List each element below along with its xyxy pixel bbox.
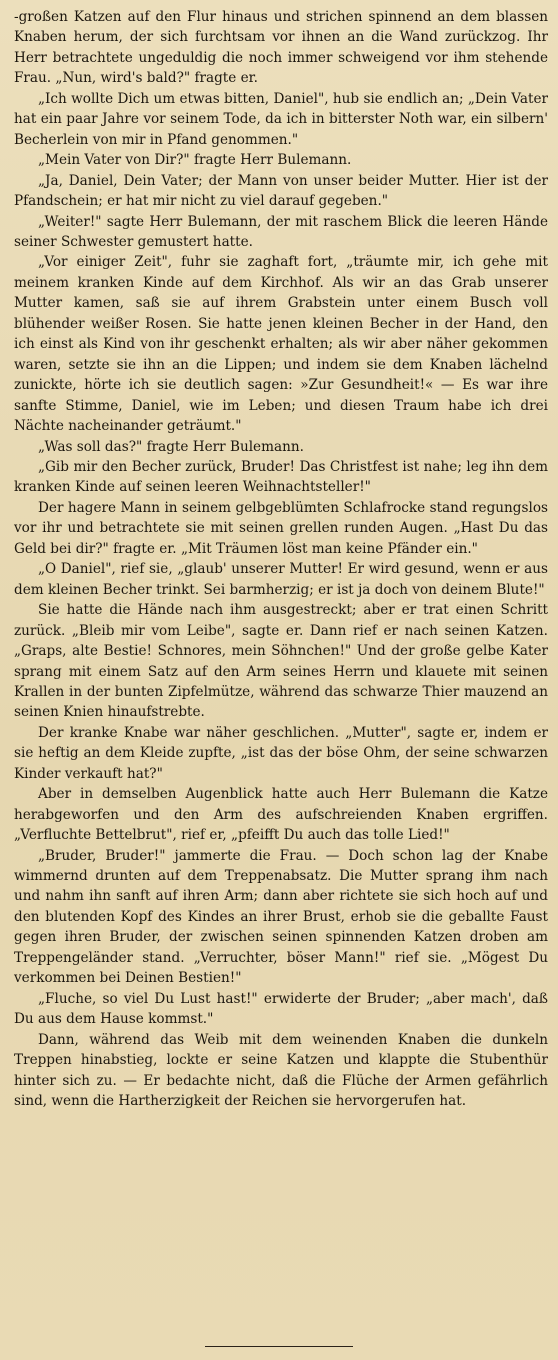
paragraph: „Was soll das?" fragte Herr Bulemann. [38,438,304,455]
paragraph: „Bruder, Bruder!" jammerte die Frau. — Doch schon lag der Knabe wimmernd drunten auf dem Treppenabsatz. Die Mutter sprang ihm nach und nahm ihn sanft auf ihren Arm; dann aber richtete sie sich hoch auf und den blutenden Kopf des Kindes an ihrer Brust, erhob sie die geballte Faust gegen ihren Bruder, der zwischen seinen spinnenden Katzen droben am Treppengeländer stand. „Verruchter, böser Mann!" rief sie. „Mögest Du verkommen bei Deinen Bestien!" [14,847,548,987]
paragraph: „Ja, Daniel, Dein Vater; der Mann von unser beider Mutter. Hier ist der Pfandschein; er hat mir nicht zu viel darauf gegeben." [14,172,548,210]
paragraph: „Vor einiger Zeit", fuhr sie zaghaft fort, „träumte mir, ich gehe mit meinem kranken Kinde auf dem Kirchhof. Als wir an das Grab unserer Mutter kamen, saß sie auf ihrem Grabstein unter einem Busch voll blühender weißer Rosen. Sie hatte jenen kleinen Becher in der Hand, den ich einst als Kind von ihr geschenkt erhalten; als wir aber näher gekommen waren, setzte sie ihn an die Lippen; und indem sie dem Knaben lächelnd zunickte, hörte ich sie deutlich sagen: »Zur Gesundheit!« — Es war ihre sanfte Stimme, Daniel, wie im Leben; und diesen Traum habe ich drei Nächte nacheinander geträumt." [14,254,548,435]
paragraph: Sie hatte die Hände nach ihm ausgestreckt; aber er trat einen Schritt zurück. „Bleib mir vom Leibe", sagte er. Dann rief er nach seinen Katzen. „Graps, alte Bestie! Schnores, mein Söhnchen!" Und der große gelbe Kater sprang mit einem Satz auf den Arm seines Herrn und klauete mit seinen Krallen in der bunten Zipfelmütze, während das schwarze Thier mauzend an seinen Knien hinaufstrebte. [14,602,548,721]
paragraph: Dann, während das Weib mit dem weinenden Knaben die dunkeln Treppen hinabstieg, lockte er seine Katzen und klappte die Stubenthür hinter sich zu. — Er bedachte nicht, daß die Flüche der Armen gefährlich sind, wenn die Hartherzigkeit der Reichen sie hervorgerufen hat. [14,1031,548,1110]
paragraph: „Mein Vater von Dir?" fragte Herr Bulemann. [38,152,352,169]
paragraph: Der kranke Knabe war näher geschlichen. „Mutter", sagte er, indem er sie heftig an dem Kleide zupfte, „ist das der böse Ohm, der seine schwarzen Kinder verkauft hat?" [14,724,548,782]
paragraph: „Fluche, so viel Du Lust hast!" erwiderte der Bruder; „aber mach', daß Du aus dem Hause kommst." [14,990,548,1028]
paragraph: -großen Katzen auf den Flur hinaus und strichen spinnend an dem blassen Knaben herum, der sich furchtsam vor ihnen an die Wand zurückzog. Ihr Herr betrachtete ungeduldig die noch immer schweigend vor ihm stehende Frau. „Nun, wird's bald?" fragte er. [14,9,548,87]
paragraph: „Gib mir den Becher zurück, Bruder! Das Christfest ist nahe; leg ihn dem kranken Kinde auf seinen leeren Weihnachtsteller!" [14,458,548,496]
paragraph: „Ich wollte Dich um etwas bitten, Daniel", hub sie endlich an; „Dein Vater hat ein paar Jahre vor seinem Tode, da ich in bitterster Noth war, ein silbern' Becherlein von mir in Pfand genommen." [14,90,548,148]
section-divider-rule [205,1346,353,1347]
paragraph: Aber in demselben Augenblick hatte auch Herr Bulemann die Katze herabgeworfen und den Arm des aufschreienden Knaben ergriffen. „Verfluchte Bettelbrut", rief er, „pfeifft Du auch das tolle Lied!" [14,786,548,844]
text-column [14,7,548,1111]
paragraph: „O Daniel", rief sie, „glaub' unserer Mutter! Er wird gesund, wenn er aus dem kleinen Becher trinkt. Sei barmherzig; er ist ja doch von deinem Blute!" [14,561,548,598]
paragraph: „Weiter!" sagte Herr Bulemann, der mit raschem Blick die leeren Hände seiner Schwester gemustert hatte. [14,213,548,250]
paragraph: Der hagere Mann in seinem gelbgeblümten Schlafrocke stand regungslos vor ihr und betrachtete sie mit seinen grellen runden Augen. „Hast Du das Geld bei dir?" fragte er. „Mit Träumen löst man keine Pfänder ein." [14,499,548,557]
